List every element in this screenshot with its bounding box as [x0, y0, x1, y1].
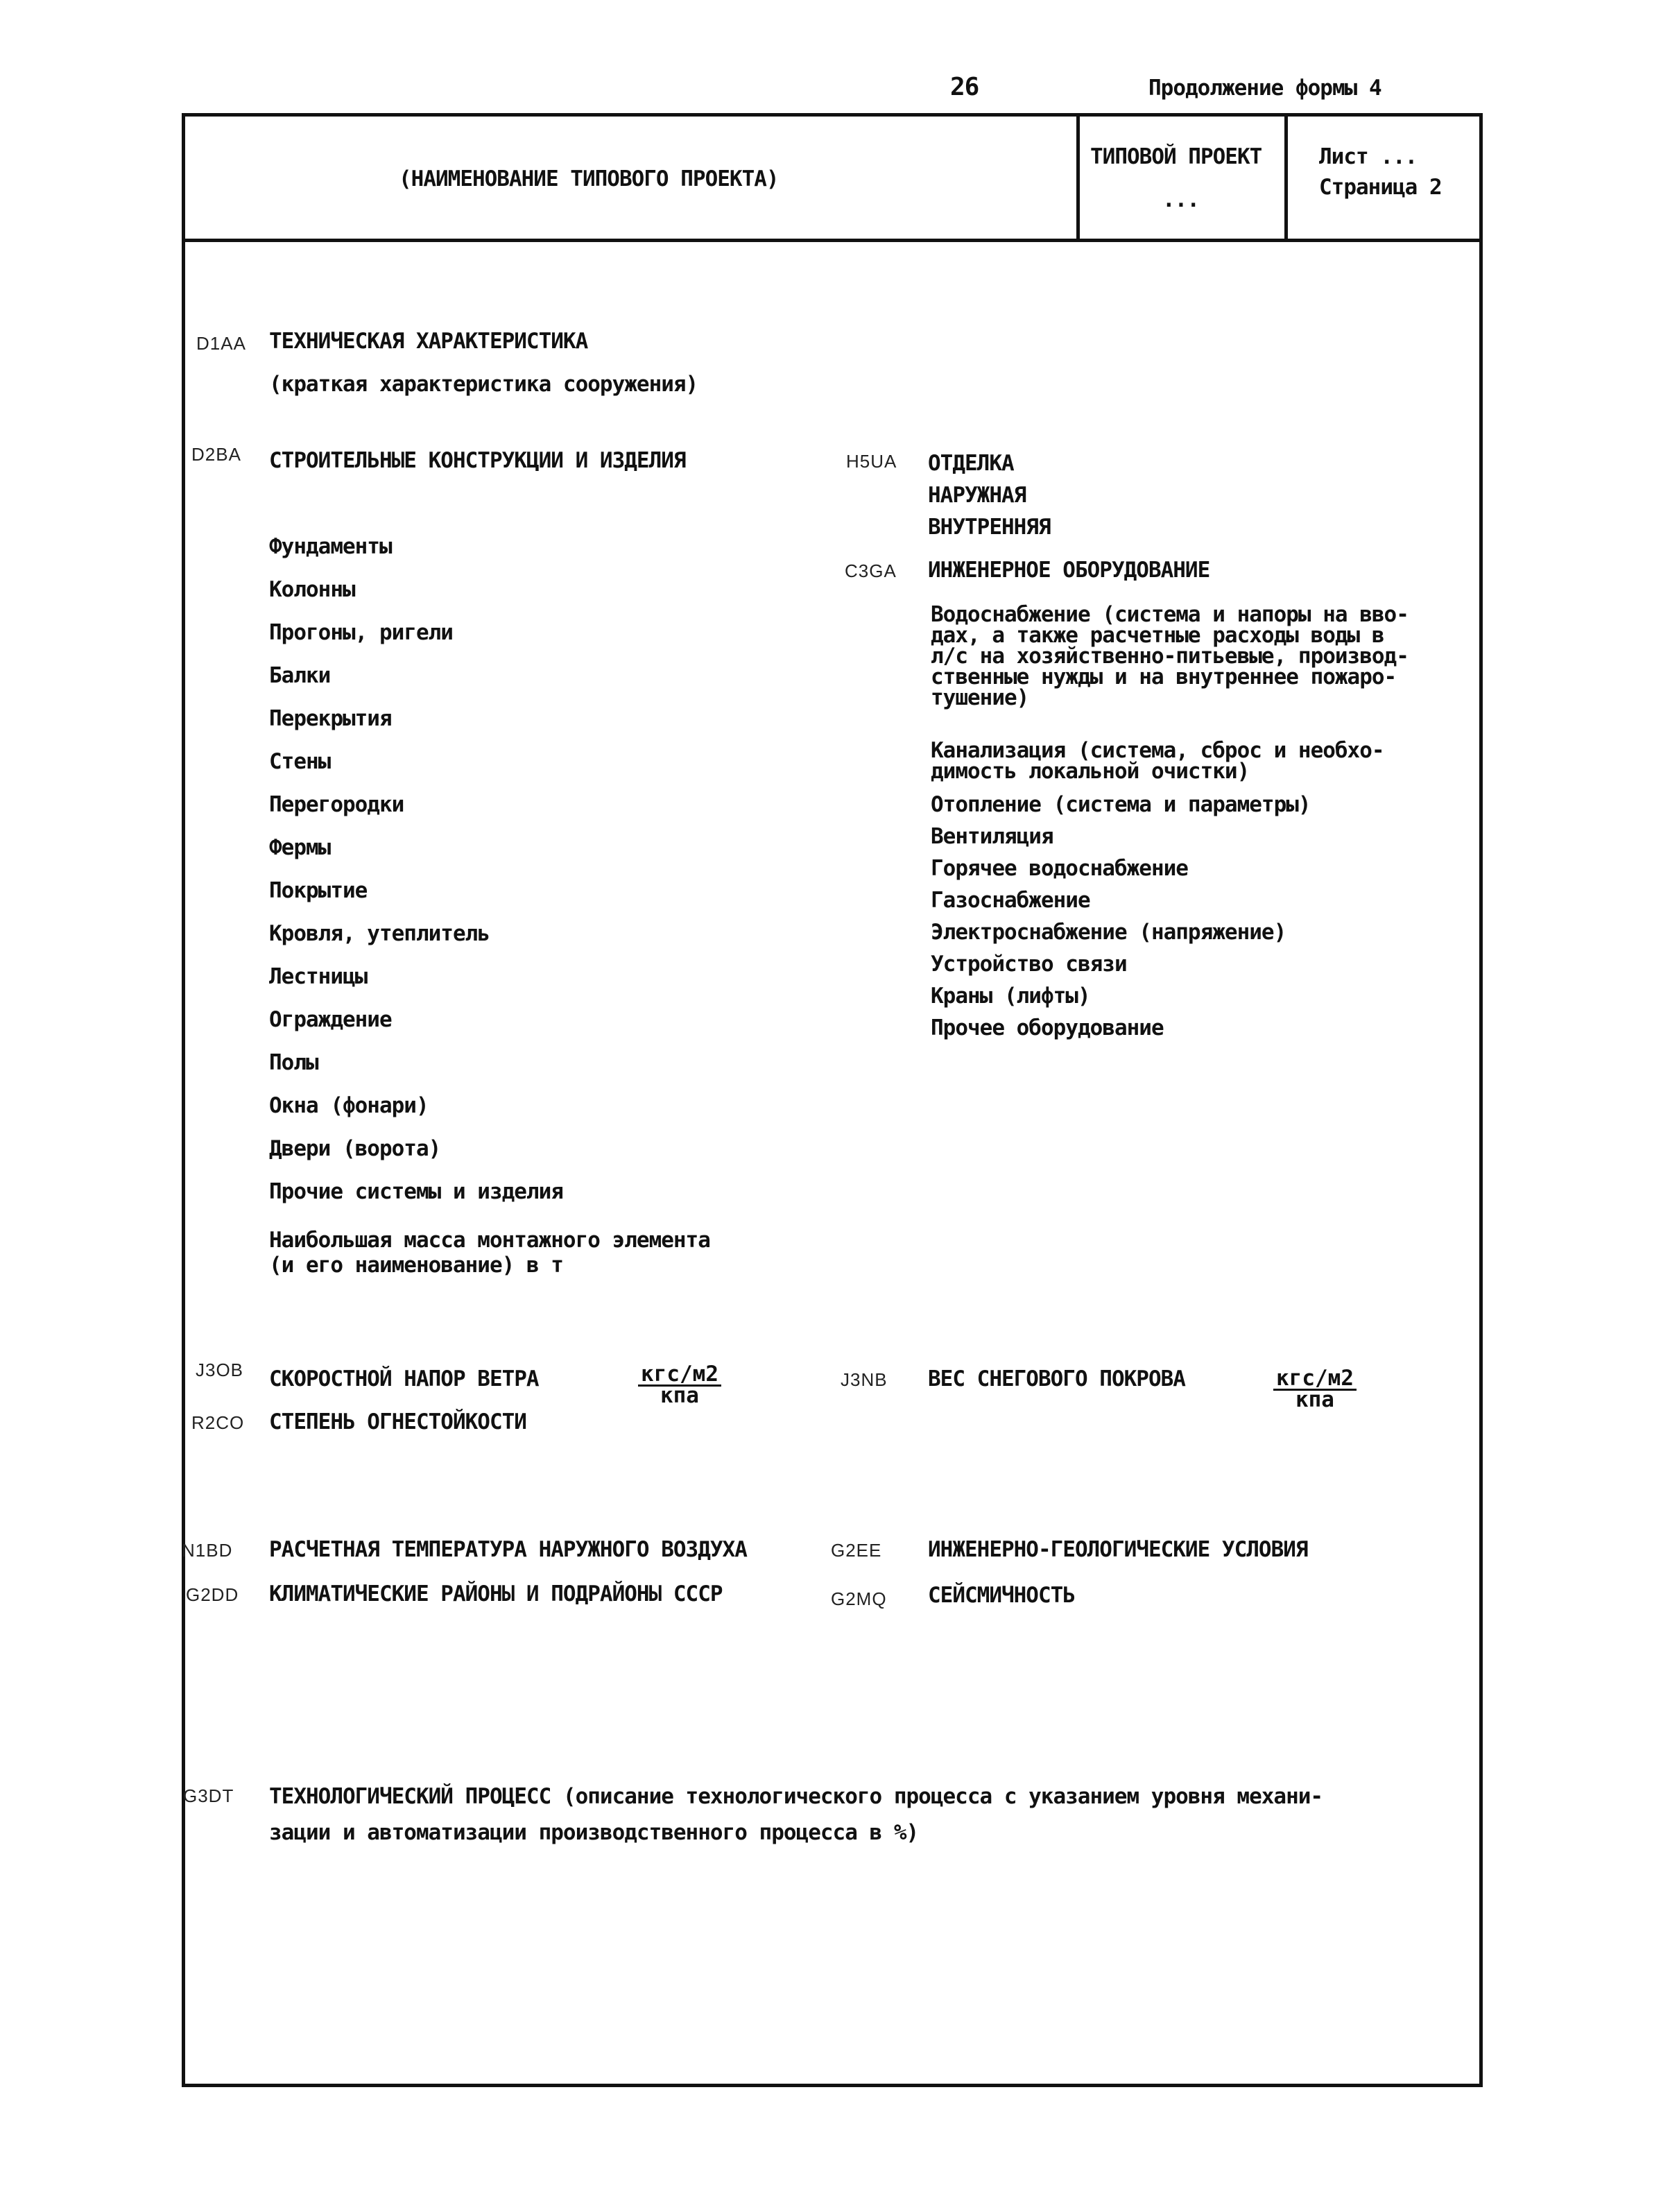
structure-item: Полы	[269, 1050, 318, 1075]
project-type-label: ТИПОВОЙ ПРОЕКТ	[1090, 144, 1262, 169]
section-code-g2ee: G2EE	[831, 1540, 882, 1561]
page-label: Страница 2	[1319, 175, 1442, 200]
max-element-mass-line1: Наибольшая масса монтажного элемента	[269, 1228, 710, 1253]
structure-item: Окна (фонари)	[269, 1093, 429, 1118]
equipment-item: Вентиляция	[931, 824, 1053, 849]
structure-item: Фундаменты	[269, 534, 392, 559]
equipment-item: Устройство связи	[931, 952, 1127, 977]
section-code-h5ua: H5UA	[846, 451, 897, 472]
section-code-g3dt: G3DT	[183, 1785, 234, 1806]
technical-characteristics-title: ТЕХНИЧЕСКАЯ ХАРАКТЕРИСТИКА	[269, 329, 588, 354]
outdoor-temperature-title: РАСЧЕТНАЯ ТЕМПЕРАТУРА НАРУЖНОГО ВОЗДУХА	[269, 1537, 747, 1562]
sewerage-line: димость локальной очистки)	[931, 759, 1250, 784]
max-element-mass-line2: (и его наименование) в т	[269, 1253, 563, 1278]
snow-load-unit-den: кпа	[1295, 1387, 1334, 1412]
finishing-title: ОТДЕЛКА	[928, 451, 1014, 476]
snow-load-unit-num: кгс/м2	[1273, 1368, 1357, 1391]
section-code-n1bd: N1BD	[182, 1540, 233, 1561]
equipment-item: Горячее водоснабжение	[931, 856, 1188, 881]
wind-pressure-unit-den: кпа	[660, 1383, 699, 1408]
seismicity-title: СЕЙСМИЧНОСТЬ	[928, 1583, 1075, 1608]
project-name-placeholder: (НАИМЕНОВАНИЕ ТИПОВОГО ПРОЕКТА)	[399, 166, 779, 191]
fire-resistance-title: СТЕПЕНЬ ОГНЕСТОЙКОСТИ	[269, 1409, 526, 1434]
structure-item: Балки	[269, 663, 331, 688]
section-code-c3ga: C3GA	[845, 560, 897, 581]
snow-load-title: ВЕС СНЕГОВОГО ПОКРОВА	[928, 1366, 1185, 1391]
water-supply-line: дах, а также расчетные расходы воды в	[931, 623, 1384, 648]
section-code-g2mq: G2MQ	[831, 1588, 887, 1609]
structure-item: Стены	[269, 749, 331, 774]
structure-item: Перекрытия	[269, 706, 392, 731]
structure-item: Лестницы	[269, 964, 368, 989]
water-supply-line: Водоснабжение (система и напоры на вво-	[931, 602, 1409, 627]
section-code-d1aa: D1AA	[196, 333, 246, 354]
section-code-g2dd: G2DD	[186, 1584, 239, 1605]
structure-item: Покрытие	[269, 878, 368, 903]
structure-item: Прогоны, ригели	[269, 620, 453, 645]
equipment-item: Электроснабжение (напряжение)	[931, 920, 1286, 945]
section-code-j30b: J3OB	[196, 1360, 244, 1380]
building-structures-title: СТРОИТЕЛЬНЫЕ КОНСТРУКЦИИ И ИЗДЕЛИЯ	[269, 448, 686, 473]
water-supply-line: тушение)	[931, 685, 1029, 710]
structure-item: Двери (ворота)	[269, 1136, 441, 1161]
snow-load-unit	[1273, 1366, 1357, 1412]
structure-item: Кровля, утеплитель	[269, 921, 490, 946]
wind-pressure-unit	[638, 1362, 721, 1408]
header-col-divider-1	[1076, 113, 1080, 241]
page-number: 26	[950, 73, 979, 101]
equipment-item: Газоснабжение	[931, 888, 1090, 913]
structure-item: Фермы	[269, 835, 331, 860]
equipment-item: Краны (лифты)	[931, 984, 1090, 1009]
sewerage-line: Канализация (система, сброс и необхо-	[931, 738, 1384, 763]
structure-item: Ограждение	[269, 1007, 392, 1032]
technological-process-line1: ТЕХНОЛОГИЧЕСКИЙ ПРОЦЕСС (описание технологического процесса с указанием уровня механи-	[269, 1784, 1323, 1809]
wind-pressure-unit-num: кгс/м2	[638, 1364, 721, 1387]
finishing-item: НАРУЖНАЯ	[928, 483, 1026, 508]
technical-characteristics-subtitle: (краткая характеристика сооружения)	[269, 372, 698, 397]
water-supply-line: ственные нужды и на внутреннее пожаро-	[931, 665, 1397, 689]
structure-item: Прочие системы и изделия	[269, 1179, 563, 1204]
geological-conditions-title: ИНЖЕНЕРНО-ГЕОЛОГИЧЕСКИЕ УСЛОВИЯ	[928, 1537, 1308, 1562]
engineering-equipment-title: ИНЖЕНЕРНОЕ ОБОРУДОВАНИЕ	[928, 558, 1210, 583]
header-col-divider-2	[1284, 113, 1288, 241]
wind-pressure-title: СКОРОСТНОЙ НАПОР ВЕТРА	[269, 1366, 539, 1391]
structure-item: Колонны	[269, 577, 355, 602]
structure-item: Перегородки	[269, 792, 404, 817]
form-continuation-label: Продолжение формы 4	[1148, 76, 1381, 101]
finishing-item: ВНУТРЕННЯЯ	[928, 515, 1051, 540]
section-code-d2ba: D2BA	[191, 444, 241, 465]
water-supply-line: л/с на хозяйственно-питьевые, производ-	[931, 644, 1409, 669]
section-code-j3nb: J3NB	[841, 1369, 888, 1390]
equipment-item: Отопление (система и параметры)	[931, 792, 1311, 817]
project-type-dots: ...	[1162, 187, 1199, 212]
equipment-item: Прочее оборудование	[931, 1015, 1164, 1040]
climatic-regions-title: КЛИМАТИЧЕСКИЕ РАЙОНЫ И ПОДРАЙОНЫ СССР	[269, 1581, 723, 1606]
technological-process-line2: зации и автоматизации производственного процесса в %)	[269, 1820, 919, 1845]
section-code-r2co: R2CO	[191, 1412, 245, 1433]
sheet-label: Лист ...	[1319, 144, 1418, 169]
